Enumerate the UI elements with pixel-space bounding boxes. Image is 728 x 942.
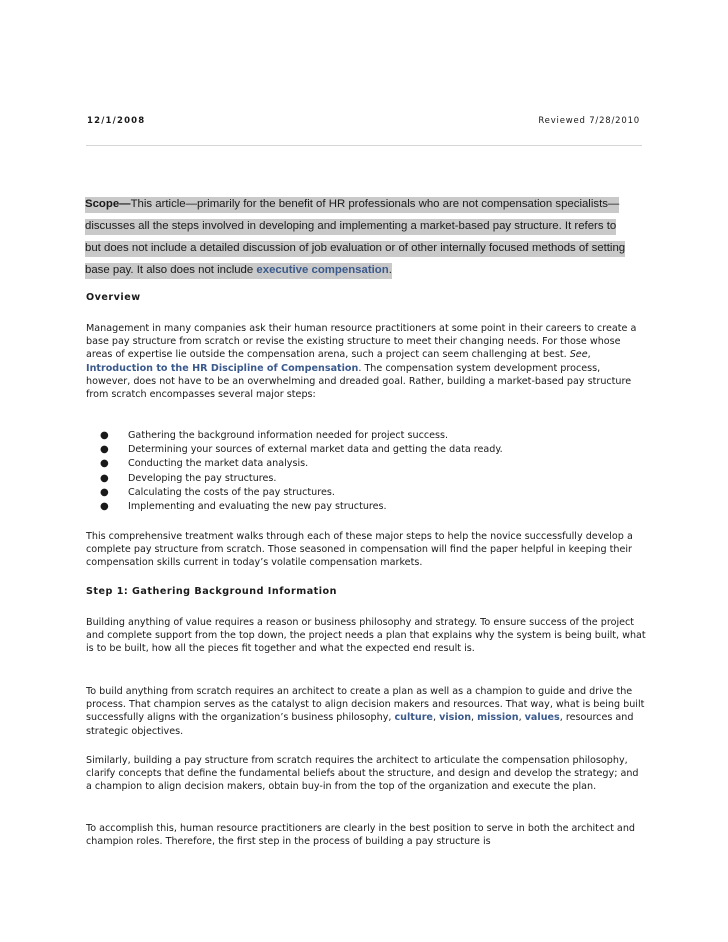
- list-item: ● Developing the pay structures.: [100, 472, 503, 486]
- mission-link[interactable]: mission: [477, 712, 519, 724]
- bullet-icon: ●: [100, 501, 109, 513]
- executive-compensation-link[interactable]: executive compensation: [256, 264, 389, 276]
- step1-paragraph-3: Similarly, building a pay structure from scratch requires the architect to articulate the compensation philosophy, clarify concepts that define the fundamental beliefs about the structure, and design and develop the strategy; and a champion to align decision makers, obtain buy-in from the top of the organization and execute the plan.: [86, 755, 639, 793]
- list-item: ● Implementing and evaluating the new pay structures.: [100, 500, 503, 514]
- bullet-icon: ●: [100, 486, 109, 498]
- scope-paragraph: [85, 193, 635, 281]
- steps-list: [100, 429, 503, 514]
- step1-paragraph-2: To build anything from scratch requires an architect to create a plan as well as a champion to guide and drive the process. That champion serves as the catalyst to align decision makers and resources. That way, what is being built successfully aligns with the organization’s business philosophy, culture, vision, mission, values, resources and strategic objectives.: [86, 686, 645, 737]
- step1-heading: Step 1: Gathering Background Information: [86, 586, 337, 597]
- header-divider: [86, 145, 642, 146]
- bullet-icon: ●: [100, 430, 109, 441]
- bullet-icon: ●: [100, 472, 109, 484]
- see-text: See: [569, 349, 588, 361]
- see-sep: ,: [587, 349, 591, 361]
- overview-heading: Overview: [86, 292, 141, 303]
- overview-text-b: . The compensation system development process, however, does not have to be an overwhelming and dreaded goal. Rather, building a market-based pay structure from scratch encompasses several major steps:: [86, 362, 632, 401]
- publish-date: 12/1/2008: [87, 116, 146, 126]
- overview-text-a: Management in many companies ask their human resource practitioners at some point in their careers to create a base pay structure from scratch or revise the existing structure to meet their changing needs. For those whose areas of expertise lie outside the compensation arena, such a project can seem challenging at best.: [86, 323, 637, 361]
- reviewed-date: Reviewed 7/28/2010: [538, 116, 640, 126]
- scope-end: .: [388, 264, 392, 276]
- bullet-icon: ●: [100, 444, 109, 456]
- scope-label: Scope—: [85, 198, 131, 210]
- vision-link[interactable]: vision: [439, 712, 472, 724]
- overview-paragraph-1: [86, 322, 646, 401]
- scope-text: This article—primarily for the benefit of HR professionals who are not compensation specialists—discusses all the steps involved in developing and implementing a market-based pay structure. It refers to but does not include a detailed discussion of job evaluation or of other internally focused methods of setting base pay. It also does not include: [85, 198, 626, 276]
- step1-paragraph-4: To accomplish this, human resource practitioners are clearly in the best position to serve in both the architect and champion roles. Therefore, the first step in the process of building a pay structure is: [86, 823, 635, 848]
- intro-hr-compensation-link[interactable]: Introduction to the HR Discipline of Compensation: [86, 362, 359, 374]
- overview-paragraph-2: This comprehensive treatment walks through each of these major steps to help the novice successfully develop a complete pay structure from scratch. Those seasoned in compensation will find the paper helpful in keeping their compensation skills current in today’s volatile compensation markets.: [86, 531, 633, 569]
- values-link[interactable]: values: [524, 712, 560, 724]
- list-item: ● Calculating the costs of the pay structures.: [100, 486, 503, 500]
- list-item: ● Conducting the market data analysis.: [100, 457, 503, 471]
- list-item: ● Determining your sources of external market data and getting the data ready.: [100, 443, 503, 457]
- step1-paragraph-1: Building anything of value requires a reason or business philosophy and strategy. To ensure success of the project and complete support from the top down, the project needs a plan that explains why the system is being built, what is to be built, how all the pieces fit together and what the expected end result is.: [86, 617, 646, 655]
- list-item: ● Gathering the background information needed for project success.: [100, 429, 503, 443]
- bullet-icon: ●: [100, 458, 109, 470]
- culture-link[interactable]: culture: [394, 712, 433, 724]
- scope-highlight: [85, 197, 625, 279]
